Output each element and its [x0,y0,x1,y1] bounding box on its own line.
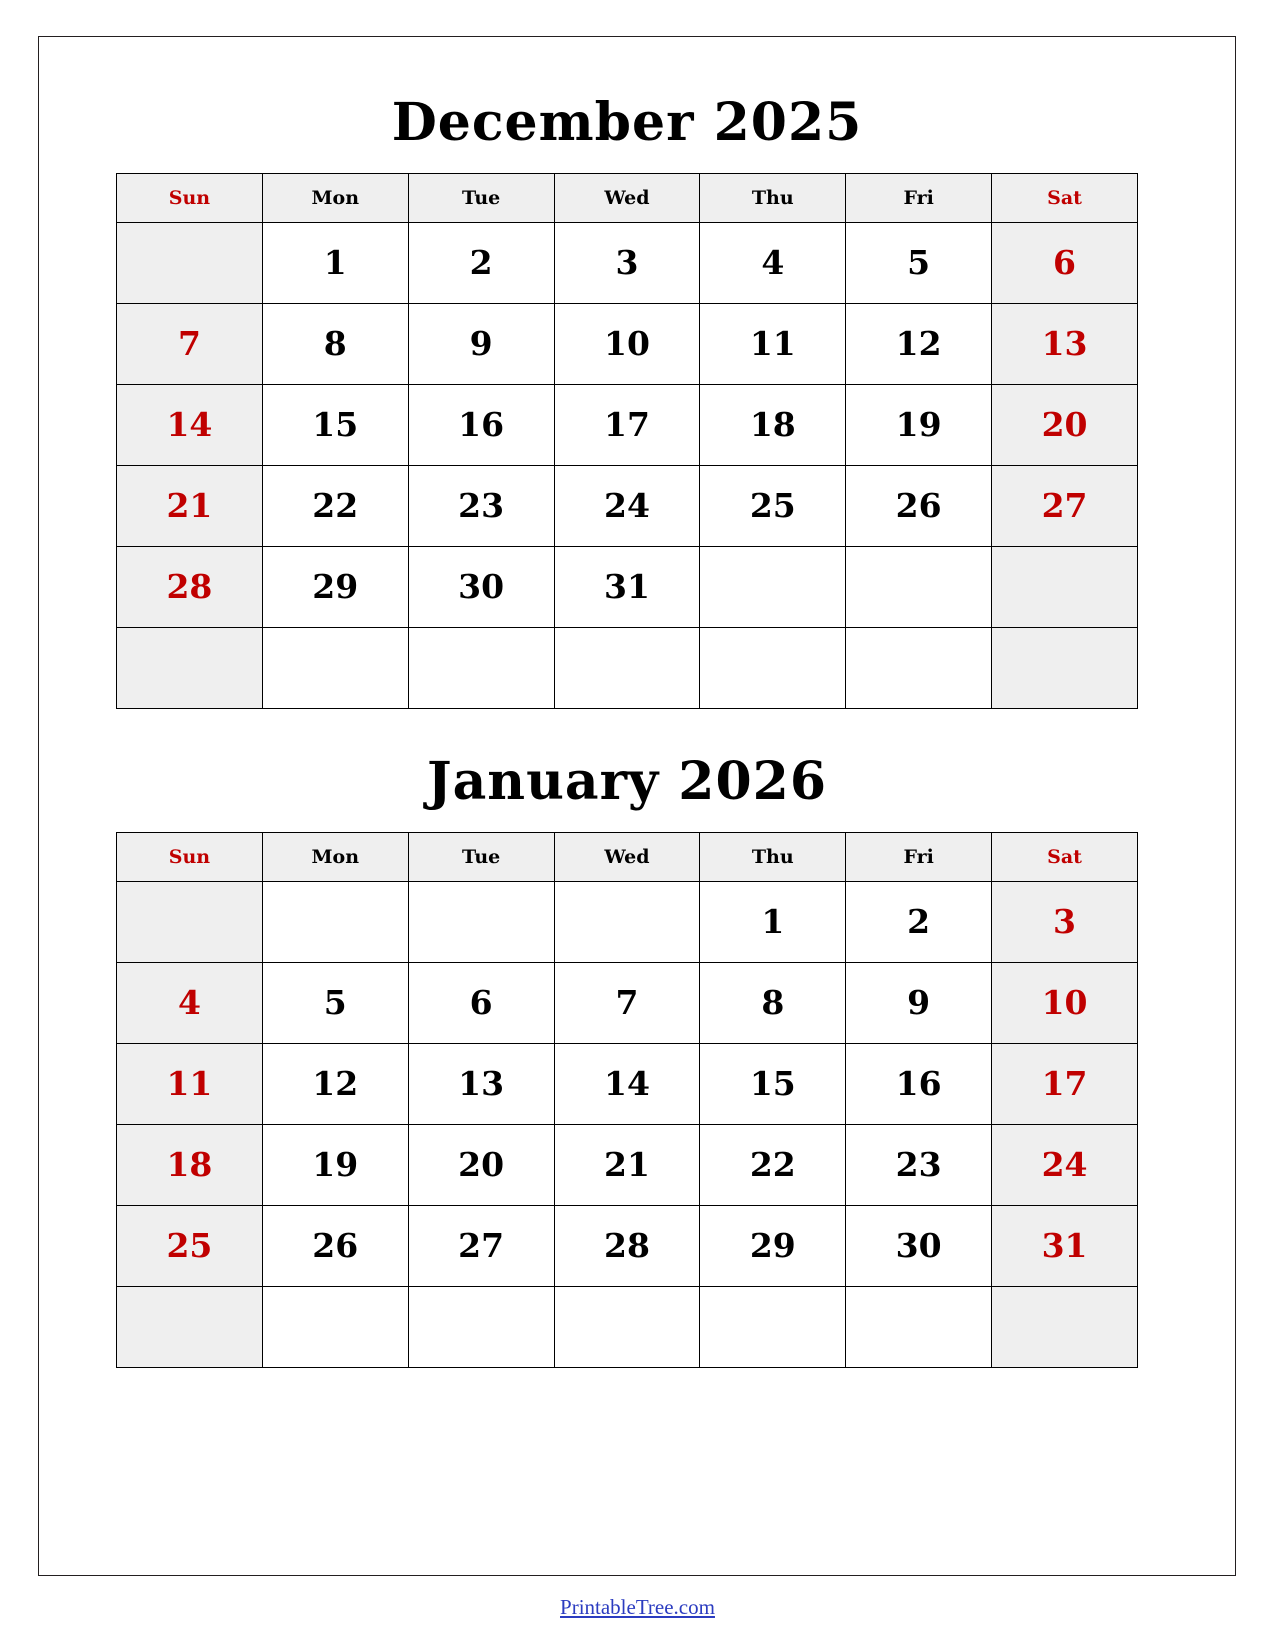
day-cell[interactable]: 28 [554,1205,700,1286]
day-cell[interactable]: 25 [700,465,846,546]
day-cell[interactable]: 20 [992,384,1138,465]
day-cell[interactable] [992,1286,1138,1367]
weekday-header-sat: Sat [992,173,1138,222]
day-cell[interactable]: 29 [262,546,408,627]
day-cell[interactable]: 22 [262,465,408,546]
day-cell[interactable] [554,1286,700,1367]
day-cell[interactable] [408,627,554,708]
day-cell[interactable]: 7 [554,962,700,1043]
calendar-week-row [117,962,1138,1043]
day-cell[interactable]: 23 [846,1124,992,1205]
day-cell[interactable]: 9 [846,962,992,1043]
day-cell[interactable]: 19 [262,1124,408,1205]
calendar-week-row [117,465,1138,546]
day-cell[interactable]: 18 [700,384,846,465]
day-cell[interactable]: 5 [846,222,992,303]
day-cell[interactable] [700,1286,846,1367]
weekday-header-wed: Wed [554,173,700,222]
day-cell[interactable]: 22 [700,1124,846,1205]
day-cell[interactable] [992,627,1138,708]
day-cell[interactable]: 10 [992,962,1138,1043]
calendar-week-row [117,1124,1138,1205]
day-cell[interactable]: 15 [262,384,408,465]
day-cell[interactable] [262,1286,408,1367]
day-cell[interactable]: 31 [554,546,700,627]
weekday-header-tue: Tue [408,832,554,881]
day-cell[interactable]: 18 [117,1124,263,1205]
calendar-week-row [117,384,1138,465]
day-cell[interactable]: 3 [992,881,1138,962]
day-cell[interactable]: 15 [700,1043,846,1124]
day-cell[interactable] [117,1286,263,1367]
day-cell[interactable]: 21 [554,1124,700,1205]
day-cell[interactable]: 2 [846,881,992,962]
day-cell[interactable] [262,881,408,962]
month-title-january: January 2026 [426,751,828,812]
day-cell[interactable]: 14 [554,1043,700,1124]
weekday-header-row [117,832,1138,881]
weekday-header-thu: Thu [700,832,846,881]
calendar-week-row [117,222,1138,303]
day-cell[interactable]: 12 [262,1043,408,1124]
day-cell[interactable]: 24 [554,465,700,546]
weekday-header-thu: Thu [700,173,846,222]
day-cell[interactable]: 11 [117,1043,263,1124]
day-cell[interactable]: 14 [117,384,263,465]
day-cell[interactable]: 29 [700,1205,846,1286]
calendar-week-row [117,546,1138,627]
day-cell[interactable] [846,627,992,708]
day-cell[interactable] [846,1286,992,1367]
day-cell[interactable]: 13 [992,303,1138,384]
weekday-header-fri: Fri [846,832,992,881]
day-cell[interactable]: 6 [992,222,1138,303]
day-cell[interactable]: 6 [408,962,554,1043]
day-cell[interactable]: 21 [117,465,263,546]
day-cell[interactable]: 4 [700,222,846,303]
day-cell[interactable] [846,546,992,627]
footer-site-link[interactable]: PrintableTree.com [560,1595,715,1619]
weekday-header-row [117,173,1138,222]
day-cell[interactable] [117,627,263,708]
day-cell[interactable]: 2 [408,222,554,303]
month-title-december: December 2025 [391,92,863,153]
weekday-header-tue: Tue [408,173,554,222]
day-cell[interactable]: 23 [408,465,554,546]
day-cell[interactable] [554,881,700,962]
day-cell[interactable]: 31 [992,1205,1138,1286]
day-cell[interactable]: 27 [408,1205,554,1286]
day-cell[interactable]: 25 [117,1205,263,1286]
weekday-header-fri: Fri [846,173,992,222]
calendar-table-december [116,173,1138,709]
day-cell[interactable]: 10 [554,303,700,384]
weekday-header-mon: Mon [262,173,408,222]
day-cell[interactable]: 16 [846,1043,992,1124]
day-cell[interactable]: 1 [700,881,846,962]
day-cell[interactable]: 3 [554,222,700,303]
day-cell[interactable]: 20 [408,1124,554,1205]
day-cell[interactable]: 1 [262,222,408,303]
day-cell[interactable]: 11 [700,303,846,384]
day-cell[interactable]: 12 [846,303,992,384]
month-block-january [116,751,1138,1368]
calendar-week-row [117,627,1138,708]
weekday-header-mon: Mon [262,832,408,881]
footer [0,1595,1275,1620]
day-cell[interactable] [554,627,700,708]
day-cell[interactable]: 16 [408,384,554,465]
calendar-week-row [117,1205,1138,1286]
day-cell[interactable]: 19 [846,384,992,465]
day-cell[interactable]: 30 [408,546,554,627]
day-cell[interactable]: 5 [262,962,408,1043]
weekday-header-sun: Sun [117,173,263,222]
day-cell[interactable]: 17 [554,384,700,465]
day-cell[interactable]: 8 [700,962,846,1043]
calendar-week-row [117,1286,1138,1367]
day-cell[interactable] [117,222,263,303]
weekday-header-wed: Wed [554,832,700,881]
day-cell[interactable] [700,627,846,708]
day-cell[interactable] [408,881,554,962]
month-block-december [116,92,1138,709]
day-cell[interactable]: 26 [846,465,992,546]
day-cell[interactable] [408,1286,554,1367]
calendar-table-january [116,832,1138,1368]
day-cell[interactable]: 8 [262,303,408,384]
day-cell[interactable]: 4 [117,962,263,1043]
weekday-header-sat: Sat [992,832,1138,881]
calendar-week-row [117,1043,1138,1124]
day-cell[interactable] [992,546,1138,627]
day-cell[interactable] [117,881,263,962]
day-cell[interactable]: 26 [262,1205,408,1286]
calendar-week-row [117,881,1138,962]
day-cell[interactable]: 24 [992,1124,1138,1205]
weekday-header-sun: Sun [117,832,263,881]
day-cell[interactable] [262,627,408,708]
calendar-week-row [117,303,1138,384]
day-cell[interactable] [700,546,846,627]
day-cell[interactable]: 30 [846,1205,992,1286]
day-cell[interactable]: 9 [408,303,554,384]
day-cell[interactable]: 27 [992,465,1138,546]
day-cell[interactable]: 7 [117,303,263,384]
day-cell[interactable]: 28 [117,546,263,627]
day-cell[interactable]: 17 [992,1043,1138,1124]
day-cell[interactable]: 13 [408,1043,554,1124]
